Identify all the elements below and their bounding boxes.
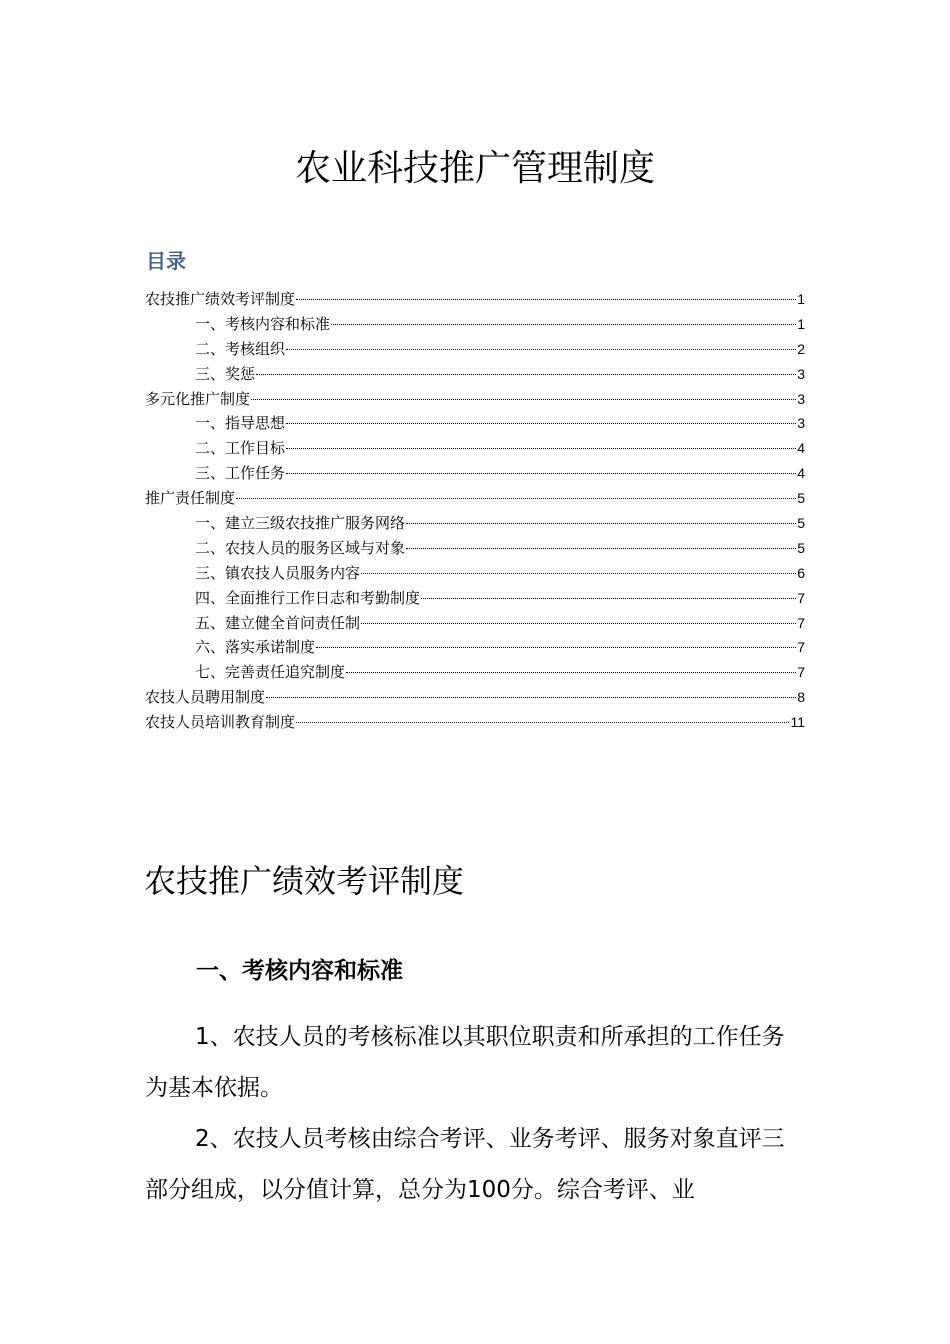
toc-entry[interactable] (145, 685, 805, 710)
toc-entry-label: 五、建立健全首问责任制 (195, 613, 361, 632)
toc-entry[interactable] (145, 362, 805, 387)
toc-entry-label: 农技人员聘用制度 (145, 688, 266, 707)
toc-entry-label: 一、建立三级农技推广服务网络 (195, 514, 406, 533)
toc-entry[interactable] (145, 611, 805, 636)
toc-entry-page-number: 11 (790, 714, 805, 731)
toc-entry-label: 三、镇农技人员服务内容 (195, 563, 361, 582)
toc-entry-page-number: 1 (797, 291, 805, 307)
toc-dot-leader (361, 573, 796, 574)
toc-entry[interactable] (145, 561, 805, 586)
toc-entry[interactable] (145, 436, 805, 461)
toc-entry-label: 四、全面推行工作日志和考勤制度 (195, 588, 421, 607)
toc-entry-label: 一、考核内容和标准 (195, 314, 331, 333)
toc-entry-label: 农技人员培训教育制度 (145, 713, 296, 732)
toc-dot-leader (346, 672, 796, 673)
toc-entry-page-number: 8 (797, 689, 805, 706)
toc-entry-label: 七、完善责任追究制度 (195, 663, 346, 682)
toc-dot-leader (421, 598, 796, 599)
section-body (145, 1012, 805, 1216)
toc-entry-label: 二、考核组织 (195, 339, 286, 358)
toc-entry[interactable] (145, 411, 805, 436)
toc-entry-page-number: 7 (797, 639, 805, 656)
toc-dot-leader (296, 722, 789, 723)
toc-entry[interactable] (145, 511, 805, 536)
toc-entry-page-number: 5 (797, 515, 805, 532)
toc-entry-page-number: 4 (797, 465, 805, 482)
toc-entry-page-number: 1 (797, 315, 805, 332)
toc-entry-page-number: 5 (797, 490, 805, 507)
toc-entry-page-number: 3 (797, 365, 805, 382)
section-title: 农技推广绩效考评制度 (144, 862, 465, 900)
toc-dot-leader (331, 324, 796, 325)
subsection-heading: 一、考核内容和标准 (196, 958, 403, 984)
toc-entry[interactable] (145, 312, 805, 337)
toc-entry[interactable] (145, 337, 805, 362)
toc-entry-label: 六、落实承诺制度 (195, 638, 316, 657)
toc-dot-leader (406, 523, 796, 524)
toc-entry-label: 推广责任制度 (145, 489, 236, 508)
toc-entry[interactable] (145, 486, 805, 511)
toc-entry[interactable] (145, 461, 805, 486)
body-paragraph: 1、农技人员的考核标准以其职位职责和所承担的工作任务为基本依据。 (145, 1024, 785, 1101)
toc-entry-page-number: 3 (797, 390, 805, 407)
toc-entry[interactable] (145, 635, 805, 660)
table-of-contents (145, 287, 805, 735)
toc-entry-page-number: 6 (797, 564, 805, 581)
toc-dot-leader (286, 473, 796, 474)
toc-entry[interactable] (145, 586, 805, 611)
toc-entry-page-number: 3 (797, 415, 805, 432)
toc-entry[interactable] (145, 536, 805, 561)
toc-dot-leader (266, 697, 796, 698)
toc-entry-label: 三、奖惩 (195, 364, 256, 383)
body-paragraph: 2、农技人员考核由综合考评、业务考评、服务对象直评三部分组成，以分值计算，总分为100分。综合考评、业 (145, 1126, 785, 1203)
toc-dot-leader (296, 299, 796, 300)
toc-entry-page-number: 7 (797, 614, 805, 631)
toc-entry-page-number: 7 (797, 664, 805, 681)
toc-heading: 目录 (146, 249, 186, 273)
toc-entry[interactable] (145, 287, 805, 312)
toc-entry-page-number: 5 (797, 539, 805, 556)
toc-entry-label: 二、农技人员的服务区域与对象 (195, 538, 406, 557)
toc-dot-leader (286, 349, 796, 350)
toc-entry-label: 一、指导思想 (195, 414, 286, 433)
toc-dot-leader (316, 647, 796, 648)
toc-dot-leader (286, 448, 796, 449)
toc-dot-leader (286, 423, 796, 424)
document-title: 农业科技推广管理制度 (294, 148, 655, 189)
toc-entry[interactable] (145, 710, 805, 735)
toc-entry-page-number: 2 (797, 340, 805, 357)
toc-entry-page-number: 7 (797, 589, 805, 606)
toc-dot-leader (406, 548, 796, 549)
toc-entry-label: 三、工作任务 (195, 464, 286, 483)
toc-dot-leader (361, 623, 796, 624)
toc-entry[interactable] (145, 660, 805, 685)
toc-dot-leader (236, 498, 796, 499)
toc-dot-leader (251, 399, 796, 400)
toc-entry-label: 农技推广绩效考评制度 (145, 290, 296, 308)
toc-dot-leader (256, 374, 796, 375)
toc-entry-label: 多元化推广制度 (145, 389, 251, 408)
toc-entry-label: 二、工作目标 (195, 439, 286, 458)
toc-entry[interactable] (145, 387, 805, 412)
toc-entry-page-number: 4 (797, 440, 805, 457)
